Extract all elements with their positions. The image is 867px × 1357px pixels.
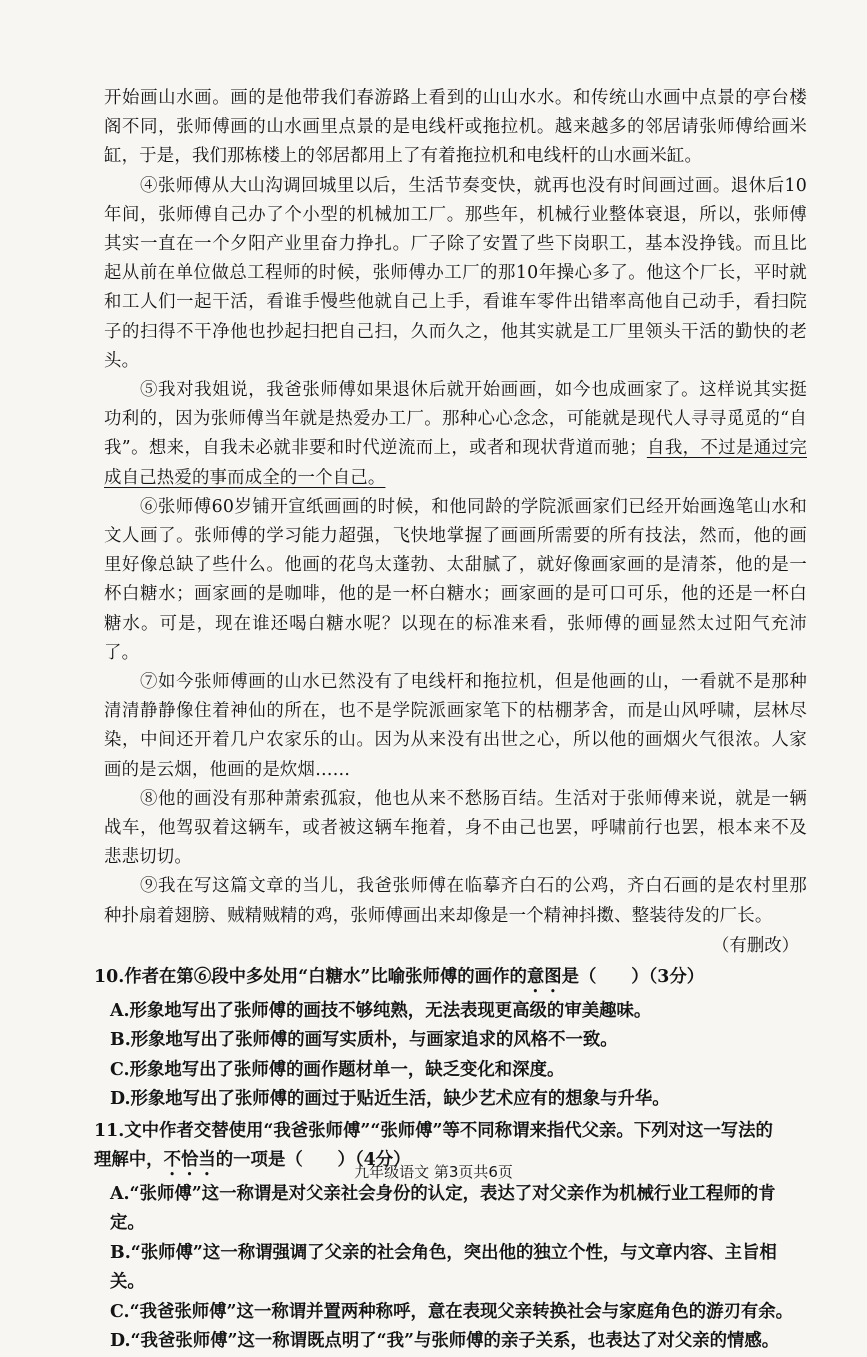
paragraph-8: ⑧他的画没有那种萧索孤寂，他也从来不愁肠百结。生活对于张师傅来说，就是一辆战车，他驾驭着这辆车，或者被这辆车拖着，身不由己也罢，呼啸前行也罢，根本来不及悲悲切切。 <box>104 788 807 868</box>
q11-stem-text: 理解中， <box>94 1149 164 1170</box>
q10-option-b: B.形象地写出了张师傅的画写实质朴，与画家追求的风格不一致。 <box>110 1030 618 1051</box>
q10-option-a: A.形象地写出了张师傅的画技不够纯熟，无法表现更高级的审美趣味。 <box>110 1000 652 1021</box>
paragraph-intro: 开始画山水画。画的是他带我们春游路上看到的山山水水。和传统山水画中点景的亭台楼阁不同，张师傅画的山水画里点景的是电线杆或拖拉机。越来越多的邻居请张师傅给画米缸，于是，我们那栋楼上的邻居都用上了有着拖拉机和电线杆的山水画米缸。 <box>104 88 807 167</box>
paragraph-5 <box>104 376 807 493</box>
q11-emphasis: 不恰当 <box>163 1149 216 1170</box>
paragraph-7: ⑦如今张师傅画的山水已然没有了电线杆和拖拉机，但是他画的山，一看就不是那种清清静静像住着神仙的所在，也不是学院派画家笔下的枯棚茅舍，而是山风呼啸，层林尽染，中间还开着几户农家乐的山。因为从来没有出世之心，所以他的画烟火气很浓。人家画的是云烟，他画的是炊烟…… <box>104 672 807 780</box>
page-footer: 九年级语文 第3页共6页 <box>354 1163 513 1181</box>
q11-stem-tail: 的一项是（ ）（4分） <box>215 1149 411 1170</box>
q10-option-c: C.形象地写出了张师傅的画作题材单一，缺乏变化和深度。 <box>110 1059 565 1080</box>
paragraph-4: ④张师傅从大山沟调回城里以后，生活节奏变快，就再也没有时间画过画。退休后10年间，张师傅自己办了个小型的机械加工厂。那些年，机械行业整体衰退，所以，张师傅其实一直在一个夕阳产业里奋力挣扎。厂子除了安置了些下岗职工，基本没挣钱。而且比起从前在单位做总工程师的时候，张师傅办工厂的那10年操心多了。他这个厂长，平时就和工人们一起干活，看谁手慢些他就自己上手，看谁车零件出错率高他自己动手，看扫院子的扫得不干净他也抄起扫把自己扫，久而久之，他其实就是工厂里领头干活的勤快的老头。 <box>104 175 807 371</box>
q11-option-d: D.“我爸张师傅”这一称谓既点明了“我”与张师傅的亲子关系，也表达了对父亲的情感。 <box>110 1331 780 1352</box>
q11-stem-line1: 11.文中作者交替使用“我爸张师傅”“张师傅”等不同称谓来指代父亲。下列对这一写法的 <box>94 1120 773 1141</box>
q10-stem-tail: 是（ ）（3分） <box>561 966 705 987</box>
question-10-stem <box>94 963 807 997</box>
q11-option-a: A.“张师傅”这一称谓是对父亲社会身份的认定，表达了对父亲作为机械行业工程师的肯定。 <box>110 1183 776 1234</box>
q10-option-d: D.形象地写出了张师傅的画过于贴近生活，缺少艺术应有的想象与升华。 <box>110 1089 670 1110</box>
q10-emphasis: 意图 <box>526 966 562 987</box>
paragraph-6: ⑥张师傅60岁铺开宣纸画画的时候，和他同龄的学院派画家们已经开始画逸笔山水和文人画了。张师傅的学习能力超强，飞快地掌握了画画所需要的所有技法，然而，他的画里好像总缺了些什么。他画的花鸟太蓬勃、太甜腻了，就好像画家画的是清茶，他的是一杯白糖水；画家画的是咖啡，他的是一杯白糖水；画家画的是可口可乐，他的还是一杯白糖水。可是，现在谁还喝白糖水呢？以现在的标准来看，张师傅的画显然太过阳气充沛了。 <box>104 496 807 663</box>
paragraph-9: ⑨我在写这篇文章的当儿，我爸张师傅在临摹齐白石的公鸡，齐白石画的是农村里那种扑扇着翅膀、贼精贼精的鸡，张师傅画出来却像是一个精神抖擞、整装待发的厂长。 <box>104 876 807 926</box>
q11-option-b: B.“张师傅”这一称谓强调了父亲的社会角色，突出他的独立个性，与文章内容、主旨相关。 <box>110 1242 777 1293</box>
q11-option-c: C.“我爸张师傅”这一称谓并置两种称呼，意在表现父亲转换社会与家庭角色的游刃有余。 <box>110 1301 794 1322</box>
paragraph-5-text: ⑤我对我姐说，我爸张师傅如果退休后就开始画画，如今也成画家了。这样说其实挺功利的，因为张师傅当年就是热爱办工厂。那种心心念念，可能就是现代人寻寻觅觅的“自我”。想来，自我未必就非要和时代逆流而上，或者和现状背道而驰； <box>104 380 807 459</box>
source-note: （有删改） <box>712 935 799 956</box>
underlined-sentence: 自我，不过是通过完成自己热爱的事而成全的一个自己。 <box>104 438 807 488</box>
q10-stem-text: 10.作者在第⑥段中多处用“白糖水”比喻张师傅的画作的 <box>94 966 527 987</box>
